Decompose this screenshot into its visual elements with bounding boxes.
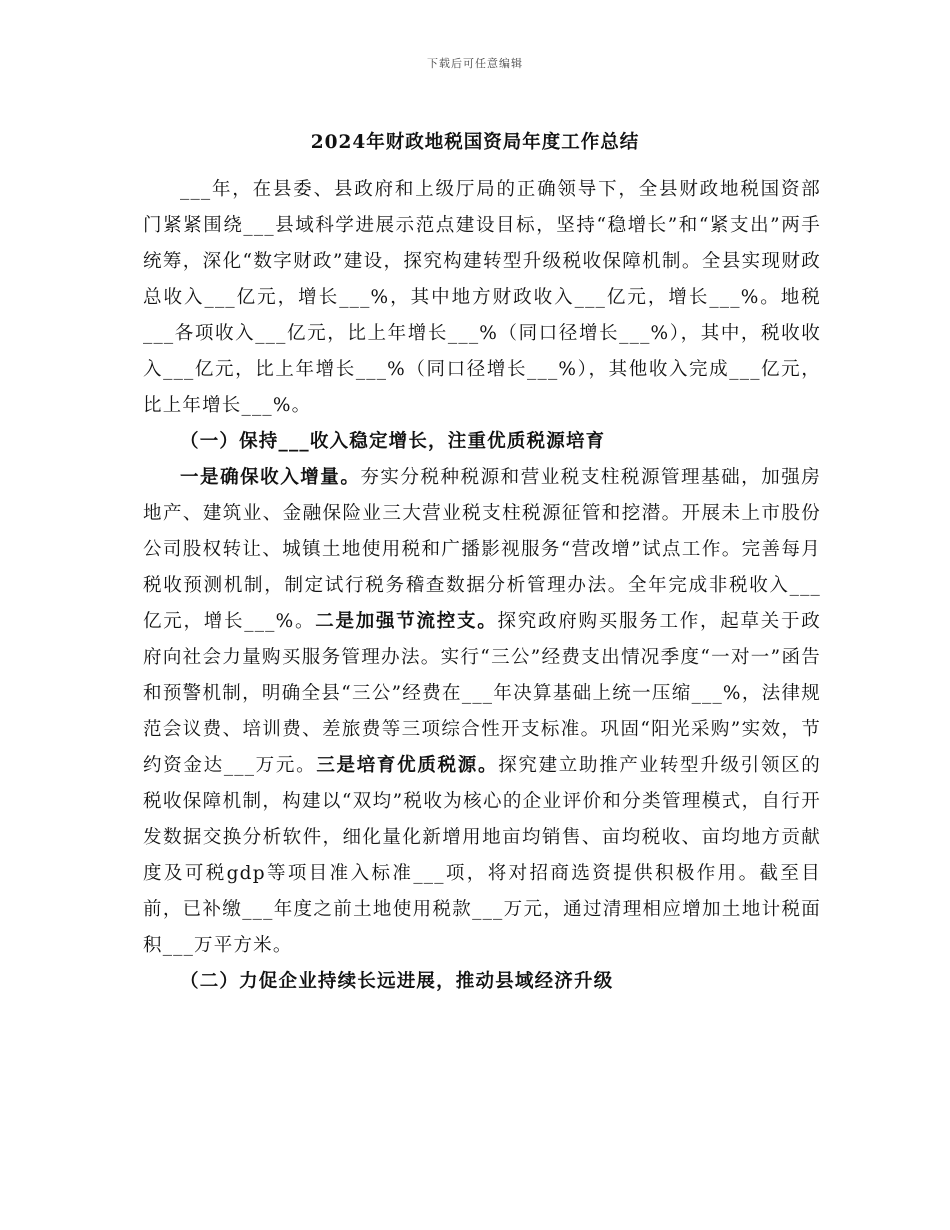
section-1-heading: （一）保持___收入稳定增长，注重优质税源培育 — [180, 431, 606, 452]
section-2-heading: （二）力促企业持续长远进展，推动县域经济升级 — [180, 971, 614, 992]
point-2-text: 探究政府购买服务工作，起草关于政府向社会力量购买服务管理办法。实行“三公”经费支出情况季度“一对一”函告和预警机制，明确全县“三公”经费在___年决算基础上统一压缩___%，法律规范会议费、培训费、差旅费等三项综合性开支标准。巩固“阳光采购”实效，节约资金达___万元。 — [143, 611, 821, 776]
point-3-lead: 三是培育优质税源。 — [316, 755, 499, 776]
point-2-lead: 二是加强节流控支。 — [315, 611, 498, 632]
point-1-text: 夯实分税种税源和营业税支柱税源管理基础，加强房地产、建筑业、金融保险业三大营业税支柱税源征管和挖潜。开展未上市股份公司股权转让、城镇土地使用税和广播影视服务“营改增”试点工作。完善每月税收预测机制，制定试行税务稽查数据分析管理办法。全年完成非税收入___亿元，增长___%。 — [143, 467, 821, 632]
document-body — [143, 172, 821, 1000]
document-title: 2024年财政地税国资局年度工作总结 — [310, 132, 640, 153]
section-1-paragraph — [143, 460, 821, 964]
intro-paragraph: ___年，在县委、县政府和上级厅局的正确领导下，全县财政地税国资部门紧紧围绕___县域科学进展示范点建设目标，坚持“稳增长”和“紧支出”两手统筹，深化“数字财政”建设，探究构建转型升级税收保障机制。全县实现财政总收入___亿元，增长___%，其中地方财政收入___亿元，增长___%。地税___各项收入___亿元，比上年增长___%（同口径增长___%），其中，税收收入___亿元，比上年增长___%（同口径增长___%），其他收入完成___亿元，比上年增长___%。 — [143, 179, 821, 416]
point-1-lead: 一是确保收入增量。 — [180, 467, 361, 488]
header-note: 下载后可任意编辑 — [427, 57, 523, 70]
point-3-text: 探究建立助推产业转型升级引领区的税收保障机制，构建以“双均”税收为核心的企业评价和分类管理模式，自行开发数据交换分析软件，细化量化新增用地亩均销售、亩均税收、亩均地方贡献度及可税gdp等项目准入标准___项，将对招商选资提供积极作用。截至目前，已补缴___年度之前土地使用税款___万元，通过清理相应增加土地计税面积___万平方米。 — [143, 755, 821, 956]
